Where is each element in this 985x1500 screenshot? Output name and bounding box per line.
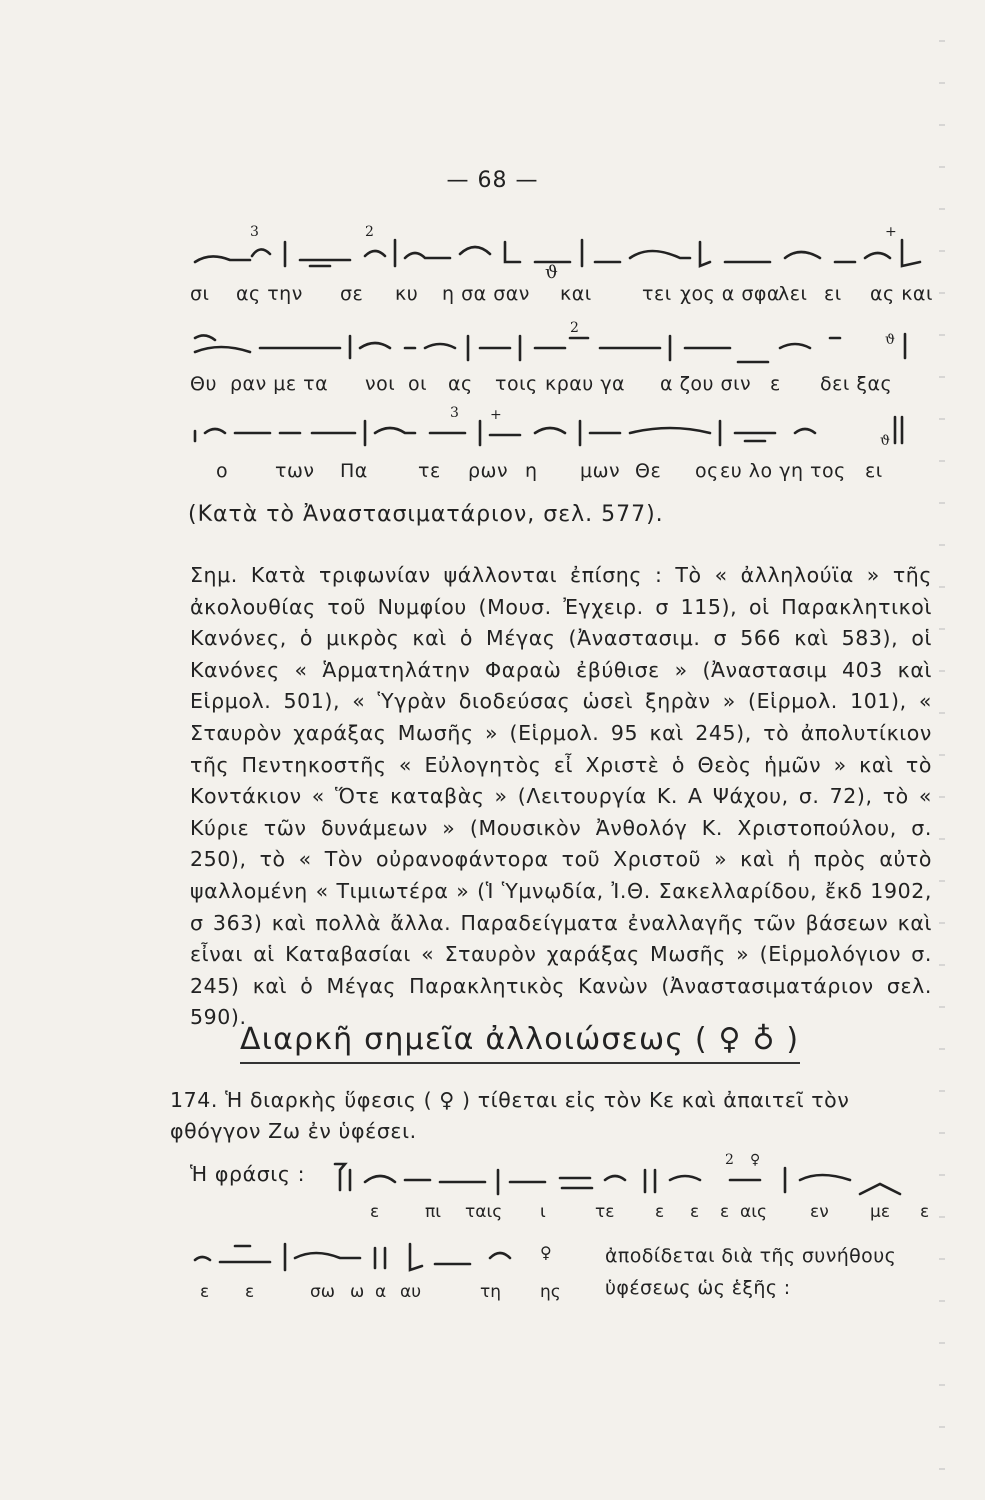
syllable: ευ λο γη τος [720,460,846,482]
syllable: σε [340,283,364,305]
syllable: σι [190,283,210,305]
lyrics-line-1 [190,283,935,313]
syllable: χος α σφα [680,283,780,305]
syllable: κραυ γα [545,373,626,395]
page-number: — 68 — [446,168,539,193]
syllable: η [525,460,538,482]
svg-text:3: 3 [450,405,459,421]
svg-text:♀: ♀ [750,1152,761,1168]
syllable: οι [408,373,428,395]
syllable: τοις [495,373,538,395]
syllable: ε [690,1202,700,1222]
syllable: Θε [635,460,662,482]
syllable: δει ξας [820,373,893,395]
neume-notation-3 [190,405,935,453]
syllable: ε [370,1202,380,1222]
heading-underline [240,1062,800,1064]
syllable: κυ [395,283,419,305]
syllable: Θυ [190,373,217,395]
syllable: τε [418,460,441,482]
syllable: ραν με τα [230,373,329,395]
syllable: μων [580,460,621,482]
svg-text:♀: ♀ [540,1243,552,1262]
syllable: και [560,283,592,305]
phrase-lyrics-2 [190,1282,590,1310]
syllable: ε [245,1282,255,1302]
syllable: τε [595,1202,615,1222]
syllable: τη [480,1282,502,1302]
syllable: των [275,460,315,482]
syllable: αυ [400,1282,422,1302]
lyrics-line-3 [190,460,935,490]
syllable: ε [200,1282,210,1302]
syllable: α ζου σιν [660,373,752,395]
svg-text:+: + [490,407,502,423]
phrase-lyrics-1 [330,1202,930,1230]
svg-text:2: 2 [365,224,374,240]
syllable: η σα σαν [442,283,530,305]
svg-text:ϑ: ϑ [545,262,558,283]
neume-line-2 [190,318,935,366]
syllable: πι [425,1202,441,1222]
svg-text:2: 2 [570,320,579,336]
syllable: εν [810,1202,829,1222]
paragraph-174: 174. Ἡ διαρκὴς ὕφεσις ( ♀ ) τίθεται εἰς τὸν Κε καὶ ἀπαιτεῖ τὸν φθόγγον Ζω ἐν ὑφέσει. [170,1088,850,1143]
neume-notation-1 [190,222,935,283]
phrase-neume-line-1 [330,1150,930,1202]
syllable: Πα [340,460,368,482]
syllable: ε [720,1202,730,1222]
phrase-neume-line-2 [190,1228,590,1280]
syllable: ας την [236,283,303,305]
phrase-label: Ἡ φράσις : [190,1162,306,1186]
svg-text:3: 3 [250,224,259,240]
page-edge-marks [939,0,945,1500]
svg-text:2: 2 [725,1152,734,1168]
syllable: ε [655,1202,665,1222]
syllable: ει [824,283,842,305]
note-paragraph: Σημ. Κατὰ τριφωνίαν ψάλλονται ἐπίσης : Τὸ « ἀλληλούϊα » τῆς ἀκολουθίας τοῦ Νυμφίου (Μουσ. Ἐγχειρ. σ 115), οἱ Παρακλητικοὶ Κανόνες, ὁ μικρὸς καὶ ὁ Μέγας (Ἀναστασιμ. σ 566 καὶ 583), οἱ Κανόνες « Ἁρματηλάτην Φαραὼ ἐβύθισε » (Ἀναστασιμ 403 καὶ Εἱρμολ. 501), « Ὑγρὰν διοδεύσας ὡσεὶ ξηρὰν » (Εἱρμολ. 101), « Σταυρὸν χαράξας Μωσῆς » (Εἱρμολ. 95 καὶ 245), τὸ ἀπολυτίκιον τῆς Πεντηκοστῆς « Εὐλογητὸς εἶ Χριστὲ ὁ Θεὸς ἡμῶν » καὶ τὸ Κοντάκιον « Ὅτε καταβὰς » (Λειτουργία Κ. Α Ψάχου, σ. 72), τὸ « Κύριε τῶν δυνάμεων » (Μουσικὸν Ἀνθολόγ Κ. Χριστοπούλου, σ. 250), τὸ « Τὸν οὐρανοφάντορα τοῦ Χριστοῦ » καὶ ἡ πρὸς αὐτὸ ψαλλομένη « Τιμιωτέρα » (Ἱ Ὑμνῳδία, Ἰ.Θ. Σακελλαρίδου, ἔκδ 1902, σ 363) καὶ πολλὰ ἄλλα. Παραδείγματα ἐναλλαγῆς τῶν βάσεων καὶ εἶναι αἱ Καταβασίαι « Σταυρὸν χαράξας Μωσῆς » (Εἱρμολόγιον σ. 245) καὶ ὁ Μέγας Παρακλητικὸς Κανὼν (Ἀναστασιματάριον σελ. 590). [190,563,932,1030]
syllable: νοι [365,373,396,395]
syllable: ας και [870,283,933,305]
syllable: ε [920,1202,930,1222]
syllable: ο [216,460,229,482]
syllable: ρων [468,460,509,482]
syllable: ος [695,460,719,482]
neume-line-1 [190,222,935,283]
syllable: ι [540,1202,546,1222]
lyrics-line-2 [190,373,935,403]
svg-text:+: + [885,224,897,240]
svg-text:ϑ: ϑ [880,433,891,449]
syllable: λει [778,283,808,305]
source-reference: (Κατὰ τὸ Ἀναστασιματάριον, σελ. 577). [188,502,664,527]
svg-text:ϑ: ϑ [885,332,896,348]
syllable: τει [642,283,672,305]
neume-line-3 [190,405,935,453]
neume-notation-2 [190,318,935,366]
section-heading: Διαρκῆ σημεῖα ἀλλοιώσεως ( ♀ ♁ ) [240,1022,800,1057]
syllable: α [375,1282,387,1302]
phrase-description: ἀποδίδεται διὰ τῆς συνήθους ὑφέσεως ὡς ἑξῆς : [605,1245,897,1299]
syllable: ω [350,1282,365,1302]
syllable: με [870,1202,891,1222]
syllable: σω [310,1282,336,1302]
phrase-notation-2 [190,1228,590,1280]
syllable: ε [770,373,781,395]
syllable: ταις [465,1202,503,1222]
syllable: ης [540,1282,561,1302]
syllable: αις [740,1202,767,1222]
syllable: ας [448,373,473,395]
syllable: ει [865,460,883,482]
phrase-notation-1 [330,1150,930,1202]
